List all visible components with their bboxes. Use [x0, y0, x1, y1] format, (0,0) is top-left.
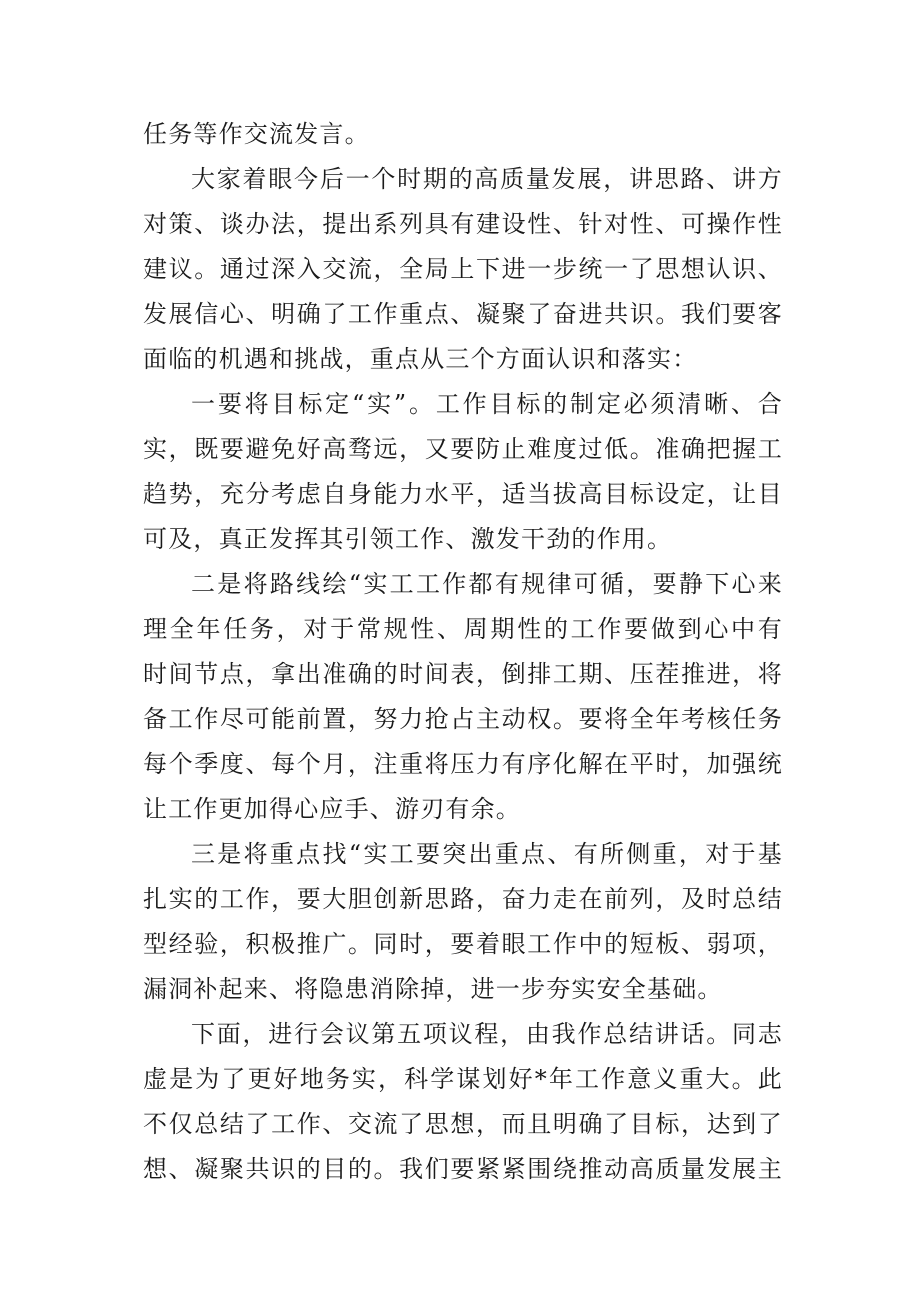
paragraph-line: 备工作尽可能前置，努力抢占主动权。要将全年考核任务 — [143, 705, 783, 733]
paragraph-line: 建议。通过深入交流，全局上下进一步统一了思想认识、 — [143, 255, 783, 283]
paragraph-line: 时间节点，拿出准确的时间表，倒排工期、压茬推进，将 — [143, 660, 783, 688]
paragraph-line: 大家着眼今后一个时期的高质量发展，讲思路、讲方 — [191, 165, 783, 193]
paragraph-line: 让工作更加得心应手、游刃有余。 — [143, 795, 521, 823]
document-body — [143, 112, 783, 1192]
paragraph-line: 扎实的工作，要大胆创新思路，奋力走在前列，及时总结 — [143, 885, 783, 913]
paragraph-line: 理全年任务，对于常规性、周期性的工作要做到心中有 — [143, 615, 783, 643]
paragraph-line: 想、凝聚共识的目的。我们要紧紧围绕推动高质量发展主 — [143, 1155, 783, 1183]
paragraph-line: 虚是为了更好地务实，科学谋划好*年工作意义重大。此 — [143, 1065, 783, 1093]
paragraph-line: 三是将重点找“实工要突出重点、有所侧重，对于基 — [191, 840, 783, 868]
paragraph-line: 可及，真正发挥其引领工作、激发干劲的作用。 — [143, 525, 673, 553]
paragraph-line: 对策、谈办法，提出系列具有建设性、针对性、可操作性 — [143, 210, 783, 238]
paragraph-line: 实，既要避免好高骛远，又要防止难度过低。准确把握工 — [143, 435, 783, 463]
paragraph-line: 二是将路线绘“实工工作都有规律可循，要静下心来 — [191, 570, 783, 598]
paragraph-line: 一要将目标定“实”。工作目标的制定必须清晰、合 — [191, 390, 783, 418]
paragraph-line: 发展信心、明确了工作重点、凝聚了奋进共识。我们要客 — [143, 300, 783, 328]
paragraph-line: 不仅总结了工作、交流了思想，而且明确了目标，达到了 — [143, 1110, 783, 1138]
paragraph-line: 任务等作交流发言。 — [143, 120, 370, 148]
paragraph-line: 下面，进行会议第五项议程，由我作总结讲话。同志 — [191, 1020, 783, 1048]
paragraph-line: 面临的机遇和挑战，重点从三个方面认识和落实： — [143, 345, 698, 373]
paragraph-line: 每个季度、每个月，注重将压力有序化解在平时，加强统 — [143, 750, 783, 778]
paragraph-line: 型经验，积极推广。同时，要着眼工作中的短板、弱项， — [143, 930, 783, 958]
paragraph-line: 趋势，充分考虑自身能力水平，适当拔高目标设定，让目 — [143, 480, 783, 508]
paragraph-line: 漏洞补起来、将隐患消除掉，进一步夯实安全基础。 — [143, 975, 723, 1003]
